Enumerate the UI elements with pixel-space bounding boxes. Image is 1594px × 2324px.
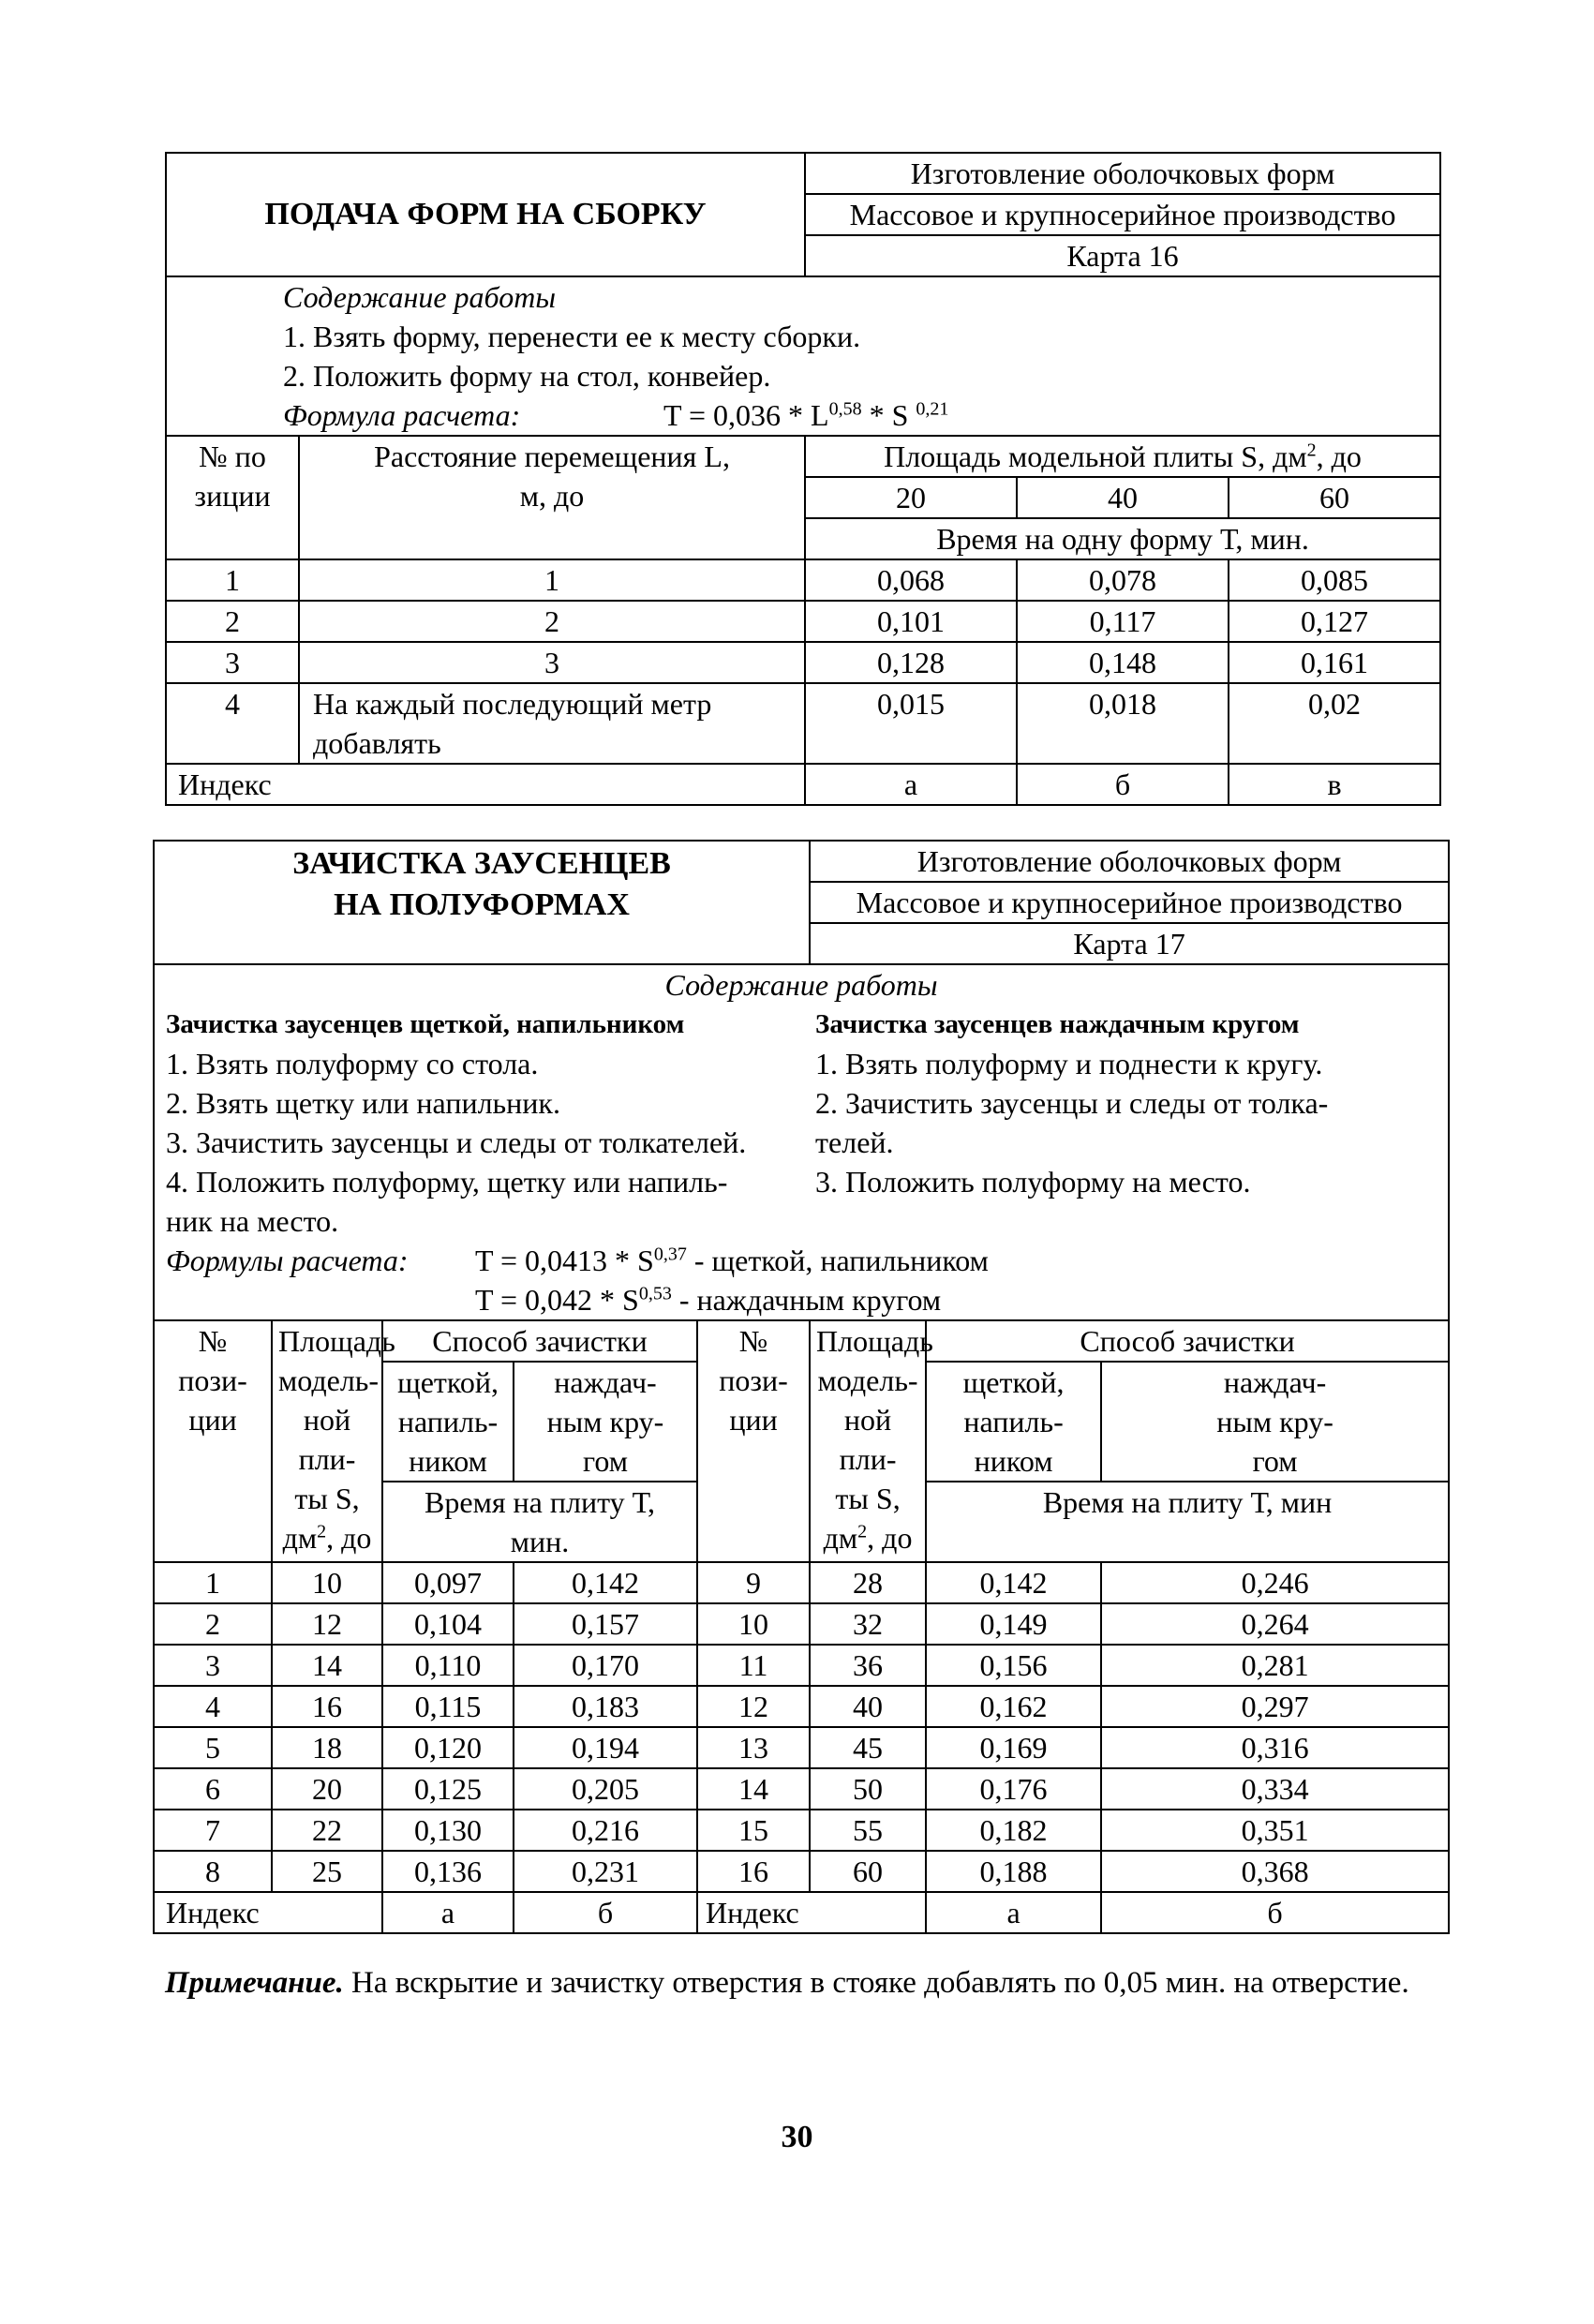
card17-header-line1: Изготовление оболочковых форм — [810, 841, 1449, 882]
cell-area: 14 — [272, 1645, 382, 1686]
card17-h-pos-right — [697, 1320, 810, 1562]
card16-col-area-exp: 2 — [1306, 439, 1317, 461]
cell-area: 20 — [272, 1768, 382, 1810]
cell-wheel: 0,334 — [1101, 1768, 1449, 1810]
card17-index-a-left: а — [382, 1892, 514, 1933]
table-row — [166, 642, 1440, 683]
card16-col-area-end: , до — [1316, 439, 1362, 473]
card17-h-area-end: , до — [867, 1521, 913, 1555]
card17-h-pos-left — [154, 1320, 272, 1562]
cell-area: 45 — [810, 1727, 926, 1768]
card17-h-no: № — [738, 1324, 768, 1358]
card16-formula-main: T = 0,036 * L — [663, 398, 829, 432]
card17-right-step: телей. — [815, 1125, 894, 1159]
cell-area: 25 — [272, 1851, 382, 1892]
card17-number: Карта 17 — [810, 923, 1449, 964]
card16-formula-exp1: 0,58 — [828, 398, 862, 420]
card17-f1-end: - щеткой, напильником — [686, 1244, 989, 1277]
card17-index-b-right: б — [1101, 1892, 1449, 1933]
cell-pos: 1 — [166, 559, 299, 601]
cell-wheel: 0,205 — [514, 1768, 697, 1810]
cell-wheel: 0,264 — [1101, 1603, 1449, 1645]
card17-index-b-left: б — [514, 1892, 697, 1933]
cell-wheel: 0,281 — [1101, 1645, 1449, 1686]
cell-c: 0,02 — [1229, 683, 1440, 764]
cell-a: 0,015 — [805, 683, 1017, 764]
card16-area-40: 40 — [1017, 477, 1229, 518]
cell-wheel: 0,157 — [514, 1603, 697, 1645]
card17-right-step: 1. Взять полуформу и поднести к кругу. — [815, 1047, 1323, 1080]
note-label: Примечание. — [165, 1966, 344, 2000]
cell-brush: 0,125 — [382, 1768, 514, 1810]
card17-left-steps — [166, 1005, 787, 1241]
cell-brush: 0,115 — [382, 1686, 514, 1727]
card17-left-step: 2. Взять щетку или напильник. — [166, 1086, 560, 1120]
cell-pos: 16 — [697, 1851, 810, 1892]
cell-brush: 0,162 — [926, 1686, 1101, 1727]
card17-h-time-left: Время на плиту Т, мин. — [382, 1482, 697, 1562]
cell-pos: 6 — [154, 1768, 272, 1810]
card16-col-position-1: № по — [199, 439, 266, 473]
cell-pos: 9 — [697, 1562, 810, 1603]
card17-left-step: 3. Зачистить заусенцы и следы от толкателей. — [166, 1125, 747, 1159]
card16-header-line1: Изготовление оболочковых форм — [805, 153, 1440, 194]
card16-number: Карта 16 — [805, 235, 1440, 276]
cell-brush: 0,130 — [382, 1810, 514, 1851]
card16-title: ПОДАЧА ФОРМ НА СБОРКУ — [166, 153, 805, 276]
card16-time-label: Время на одну форму Т, мин. — [805, 518, 1440, 559]
card17-formula-label: Формулы расчета: — [166, 1244, 409, 1277]
card16-index-b: б — [1017, 764, 1229, 805]
card17-f2-exp: 0,53 — [638, 1283, 672, 1304]
card16-col-position — [166, 436, 299, 559]
cell-area: 50 — [810, 1768, 926, 1810]
cell-dist: 1 — [299, 559, 805, 601]
card17-h-area-exp: 2 — [857, 1521, 868, 1542]
card17-f1-main: T = 0,0413 * S — [475, 1244, 654, 1277]
card17-h-method-right: Способ зачистки — [926, 1320, 1449, 1362]
cell-pos: 10 — [697, 1603, 810, 1645]
card16-col-position-2: зиции — [194, 479, 271, 513]
cell-wheel: 0,216 — [514, 1810, 697, 1851]
card17-h-area-unit: дм — [823, 1521, 858, 1555]
card17-h-wheel-left: наждач- ным кру- гом — [514, 1362, 697, 1482]
table-row — [154, 1562, 1449, 1603]
card17-index-a-right: а — [926, 1892, 1101, 1933]
index-row — [166, 764, 1440, 805]
card17-f2-end: - наждачным кругом — [671, 1283, 942, 1317]
card17-h-area: Площадь модель- ной пли- ты S, — [278, 1324, 395, 1515]
card16-col-area-text: Площадь модельной плиты S, дм — [884, 439, 1307, 473]
table-row — [154, 1768, 1449, 1810]
card17-h-wheel-right: наждач- ным кру- гом — [1101, 1362, 1449, 1482]
card17-content-heading: Содержание работы — [664, 968, 938, 1002]
card17-table — [153, 840, 1450, 1934]
card17-left-step: 1. Взять полуформу со стола. — [166, 1047, 539, 1080]
cell-wheel: 0,316 — [1101, 1727, 1449, 1768]
card17-h-area-right — [810, 1320, 933, 1562]
cell-c: 0,127 — [1229, 601, 1440, 642]
cell-pos: 3 — [154, 1645, 272, 1686]
card16-index-a: а — [805, 764, 1017, 805]
cell-b: 0,018 — [1017, 683, 1229, 764]
cell-pos: 4 — [166, 683, 299, 764]
card17-h-pos: пози- ции — [719, 1363, 788, 1437]
cell-brush: 0,120 — [382, 1727, 514, 1768]
page-number: 30 — [781, 2120, 813, 2154]
cell-pos: 4 — [154, 1686, 272, 1727]
card17-h-area-exp: 2 — [317, 1521, 327, 1542]
table-row — [166, 559, 1440, 601]
cell-area: 40 — [810, 1686, 926, 1727]
card16-table — [165, 152, 1441, 806]
card16-col-distance-1: Расстояние перемещения L, — [374, 439, 730, 473]
cell-brush: 0,142 — [926, 1562, 1101, 1603]
table-row — [154, 1686, 1449, 1727]
cell-pos: 8 — [154, 1851, 272, 1892]
card17-right-steps — [787, 1005, 1437, 1241]
cell-b: 0,148 — [1017, 642, 1229, 683]
cell-dist: На каждый последующий метр добавлять — [299, 683, 805, 764]
card16-col-distance — [299, 436, 805, 559]
cell-wheel: 0,297 — [1101, 1686, 1449, 1727]
card17-left-step: ник на место. — [166, 1204, 339, 1238]
card16-step-2: 2. Положить форму на стол, конвейер. — [283, 359, 771, 393]
cell-pos: 11 — [697, 1645, 810, 1686]
cell-dist: 2 — [299, 601, 805, 642]
cell-brush: 0,104 — [382, 1603, 514, 1645]
card17-right-heading: Зачистка заусенцев наждачным кругом — [815, 1009, 1300, 1039]
card17-h-area-end: , до — [326, 1521, 372, 1555]
cell-area: 10 — [272, 1562, 382, 1603]
cell-brush: 0,188 — [926, 1851, 1101, 1892]
cell-wheel: 0,194 — [514, 1727, 697, 1768]
card17-left-heading: Зачистка заусенцев щеткой, напильником — [166, 1009, 685, 1039]
cell-pos: 3 — [166, 642, 299, 683]
card17-right-step: 3. Положить полуформу на место. — [815, 1165, 1251, 1199]
cell-area: 12 — [272, 1603, 382, 1645]
card16-index-label: Индекс — [166, 764, 805, 805]
card16-content — [166, 276, 1440, 436]
card17-h-brush-right: щеткой, напиль- ником — [926, 1362, 1101, 1482]
cell-area: 16 — [272, 1686, 382, 1727]
note — [165, 1960, 1439, 2005]
cell-pos: 12 — [697, 1686, 810, 1727]
cell-pos: 15 — [697, 1810, 810, 1851]
card17-h-area-left — [272, 1320, 395, 1562]
table-row — [154, 1727, 1449, 1768]
index-row — [154, 1892, 1449, 1933]
card17-h-time-right: Время на плиту Т, мин — [926, 1482, 1449, 1562]
card16-content-heading: Содержание работы — [283, 280, 556, 314]
cell-area: 18 — [272, 1727, 382, 1768]
cell-area: 32 — [810, 1603, 926, 1645]
card16-formula-mid: * S — [861, 398, 916, 432]
cell-area: 55 — [810, 1810, 926, 1851]
cell-pos: 13 — [697, 1727, 810, 1768]
cell-brush: 0,169 — [926, 1727, 1101, 1768]
card16-step-1: 1. Взять форму, перенести ее к месту сборки. — [283, 320, 861, 353]
card17-steps — [166, 1005, 1437, 1241]
card17-f2-main: T = 0,042 * S — [475, 1283, 639, 1317]
cell-dist: 3 — [299, 642, 805, 683]
cell-pos: 7 — [154, 1810, 272, 1851]
card16-index-c: в — [1229, 764, 1440, 805]
card16-col-area — [805, 436, 1440, 477]
cell-area: 60 — [810, 1851, 926, 1892]
card17-h-brush-left: щеткой, напиль- ником — [382, 1362, 514, 1482]
card16-formula-label: Формула расчета: — [283, 398, 521, 432]
cell-pos: 2 — [154, 1603, 272, 1645]
card17-h-no: № — [198, 1324, 228, 1358]
card17-title-2: НА ПОЛУФОРМАХ — [334, 887, 630, 922]
table-row — [154, 1851, 1449, 1892]
card16-area-60: 60 — [1229, 477, 1440, 518]
cell-brush: 0,136 — [382, 1851, 514, 1892]
card17-h-area: Площадь модель- ной пли- ты S, — [816, 1324, 933, 1515]
cell-pos: 1 — [154, 1562, 272, 1603]
cell-wheel: 0,170 — [514, 1645, 697, 1686]
card17-index-label-left: Индекс — [154, 1892, 382, 1933]
cell-area: 36 — [810, 1645, 926, 1686]
cell-brush: 0,156 — [926, 1645, 1101, 1686]
cell-pos: 14 — [697, 1768, 810, 1810]
cell-c: 0,085 — [1229, 559, 1440, 601]
card17-title — [154, 841, 810, 964]
card17-left-step: 4. Положить полуформу, щетку или напиль- — [166, 1165, 728, 1199]
cell-wheel: 0,142 — [514, 1562, 697, 1603]
cell-pos: 2 — [166, 601, 299, 642]
table-row — [166, 683, 1440, 764]
cell-c: 0,161 — [1229, 642, 1440, 683]
cell-wheel: 0,183 — [514, 1686, 697, 1727]
table-row — [154, 1645, 1449, 1686]
note-text: На вскрытие и зачистку отверстия в стояке добавлять по 0,05 мин. на отверстие. — [343, 1966, 1409, 2000]
card16-header-line2: Массовое и крупносерийное производство — [805, 194, 1440, 235]
cell-area: 22 — [272, 1810, 382, 1851]
card17-formula-1 — [166, 1241, 1437, 1280]
cell-a: 0,068 — [805, 559, 1017, 601]
cell-wheel: 0,246 — [1101, 1562, 1449, 1603]
cell-wheel: 0,351 — [1101, 1810, 1449, 1851]
cell-brush: 0,097 — [382, 1562, 514, 1603]
cell-wheel: 0,231 — [514, 1851, 697, 1892]
card16-col-distance-2: м, до — [519, 479, 585, 513]
cell-brush: 0,182 — [926, 1810, 1101, 1851]
cell-b: 0,078 — [1017, 559, 1229, 601]
card17-right-step: 2. Зачистить заусенцы и следы от толка- — [815, 1086, 1329, 1120]
cell-b: 0,117 — [1017, 601, 1229, 642]
table-row — [154, 1810, 1449, 1851]
card17-h-method-left: Способ зачистки — [382, 1320, 697, 1362]
card16-formula — [283, 395, 1434, 435]
cell-a: 0,101 — [805, 601, 1017, 642]
card17-index-label-right: Индекс — [697, 1892, 926, 1933]
card17-h-pos: пози- ции — [178, 1363, 247, 1437]
table-row — [154, 1603, 1449, 1645]
card16-area-20: 20 — [805, 477, 1017, 518]
cell-brush: 0,110 — [382, 1645, 514, 1686]
cell-brush: 0,149 — [926, 1603, 1101, 1645]
card17-h-area-unit: дм — [282, 1521, 318, 1555]
table-row — [166, 601, 1440, 642]
card17-title-1: ЗАЧИСТКА ЗАУСЕНЦЕВ — [292, 846, 671, 881]
cell-wheel: 0,368 — [1101, 1851, 1449, 1892]
cell-brush: 0,176 — [926, 1768, 1101, 1810]
card17-content — [154, 964, 1449, 1320]
card17-header-line2: Массовое и крупносерийное производство — [810, 882, 1449, 923]
cell-area: 28 — [810, 1562, 926, 1603]
cell-a: 0,128 — [805, 642, 1017, 683]
cell-pos: 5 — [154, 1727, 272, 1768]
card17-f1-exp: 0,37 — [653, 1244, 687, 1265]
card16-formula-exp2: 0,21 — [916, 398, 949, 420]
card17-formula-2 — [166, 1280, 1437, 1319]
